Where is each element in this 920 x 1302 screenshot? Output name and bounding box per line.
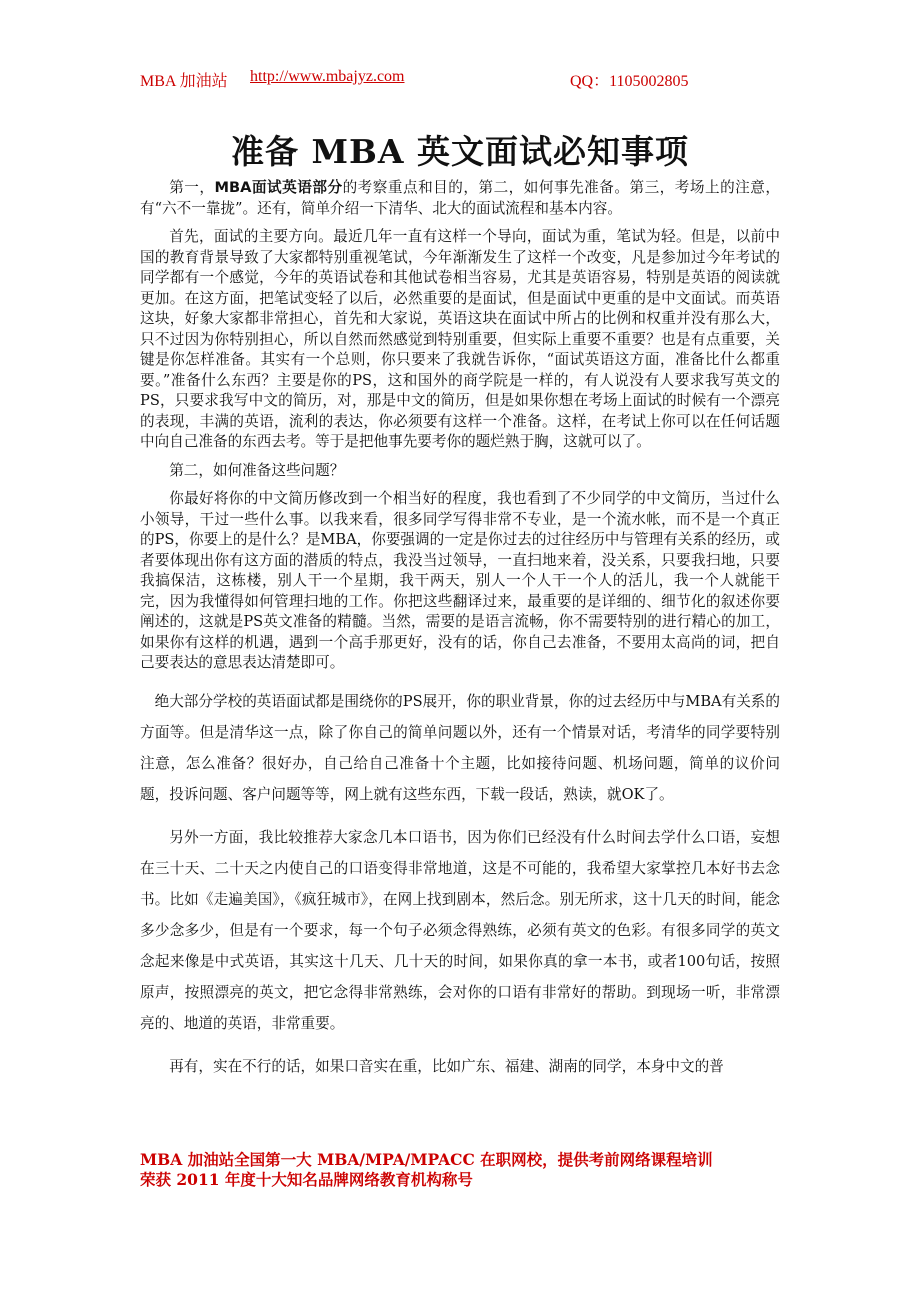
paragraph-oral-books: 另外一方面，我比较推荐大家念几本口语书，因为你们已经没有什么时间去学什么口语，妄想在三十天、二十天之内使自己的口语变得非常地道，这是不可能的，我希望大家掌控几本好书去念书。比如《走遍美国》，《疯狂城市》，在网上找到剧本，然后念。别无所求，这十几天的时间，能念多少念多少，但是有一个要求，每一个句子必须念得熟练，必须有英文的色彩。有很多同学的英文念起来像是中式英语，其实这十几天、几十天的时间，如果你真的拿一本书，或者100句话，按照原声，按照漂亮的英文，把它念得非常熟练，会对你的口语有非常好的帮助。到现场一听，非常漂亮的、地道的英语，非常重要。 [140, 828, 780, 1032]
page-header [140, 68, 780, 94]
paragraph-ps-interview: 绝大部分学校的英语面试都是围绕你的PS展开，你的职业背景，你的过去经历中与MBA有关系的方面等。但是清华这一点，除了你自己的简单问题以外，还有一个情景对话，考清华的同学要特别注意，怎么准备？很好办，自己给自己准备十个主题，比如接待问题、机场问题，简单的议价问题，投诉问题、客户问题等等，网上就有这些东西，下载一段话，熟读，就OK了。 [140, 692, 780, 803]
paragraph-intro [140, 178, 780, 219]
paragraph-resume: 你最好将你的中文简历修改到一个相当好的程度，我也看到了不少同学的中文简历，当过什么小领导，干过一些什么事。以我来看，很多同学写得非常不专业，是一个流水帐，而不是一个真正的PS，你要上的是什么？是MBA，你要强调的一定是你过去的过往经历中与管理有关系的经历，或者要体现出你有这方面的潜质的特点，我没当过领导，一直扫地来着，没关系，只要我扫地，只要我搞保洁，这栋楼，别人干一个星期，我干两天，别人一个人干一个人的活儿，我一个人就能干完，因为我懂得如何管理扫地的工作。你把这些翻译过来，最重要的是详细的、细节化的叙述你要阐述的，这就是PS英文准备的精髓。当然，需要的是语言流畅，你不需要特别的进行精心的加工，如果你有这样的机遇，遇到一个高手那更好，没有的话，你自己去准备，不要用太高尚的词，把自己要表达的意思表达清楚即可。 [140, 490, 780, 671]
header-url-link[interactable]: http://www.mbajyz.com [250, 68, 405, 85]
intro-bold-term: MBA面试英语部分 [214, 179, 343, 196]
header-brand: MBA 加油站 [140, 73, 228, 90]
paragraph-question: 第二，如何准备这些问题？ [169, 461, 345, 479]
intro-rest: 的考察重点和目的，第二，如何事先准备。第三，考场上的注意，有“六不一靠拢”。还有，简单介绍一下清华、北大的面试流程和基本内容。 [140, 179, 780, 217]
header-qq: QQ：1105002805 [570, 73, 689, 90]
footer-line-1: MBA 加油站全国第一大 MBA/MPA/MPACC 在职网校，提供考前网络课程培训 [140, 1150, 713, 1169]
document-body [140, 178, 780, 1082]
page-footer [140, 1150, 780, 1190]
paragraph-accent: 再有，实在不行的话，如果口音实在重，比如广东、福建、湖南的同学，本身中文的普 [169, 1057, 724, 1075]
intro-lead: 第一， [169, 179, 215, 196]
paragraph-direction: 首先，面试的主要方向。最近几年一直有这样一个导向，面试为重，笔试为轻。但是，以前中国的教育背景导致了大家都特别重视笔试，今年渐渐发生了这样一个改变，凡是参加过今年考试的同学都有一个感觉，今年的英语试卷和其他试卷相当容易，尤其是英语容易，特别是英语的阅读就更加。在这方面，把笔试变轻了以后，必然重要的是面试，但是面试中更重的是中文面试。而英语这块，好象大家都非常担心，首先和大家说，英语这块在面试中所占的比例和权重并没有那么大，只不过因为你特别担心，所以自然而然感觉到特别重要，但实际上重要不重要？也是有点重要，关键是你怎样准备。其实有一个总则，你只要来了我就告诉你，“面试英语这方面，准备比什么都重要。”准备什么东西？主要是你的PS，这和国外的商学院是一样的，有人说没有人要求我写英文的PS，只要求我写中文的简历，对，那是中文的简历，但是如果你想在考场上面试的时候有一个漂亮的表现，丰满的英语，流利的表达，你必须要有这样一个准备。这样，在考试上你可以在任何话题中向自己准备的东西去考。等于是把他事先要考你的题烂熟于胸，这就可以了。 [140, 228, 780, 450]
page-title: 准备 MBA 英文面试必知事项 [230, 132, 689, 171]
footer-line-2: 荣获 2011 年度十大知名品牌网络教育机构称号 [140, 1170, 473, 1189]
